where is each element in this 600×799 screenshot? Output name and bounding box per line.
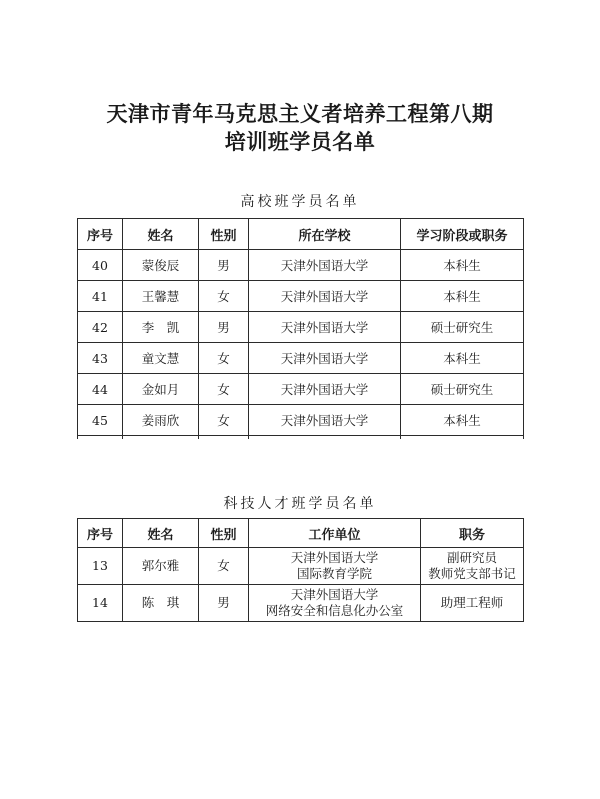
- table-row: [78, 548, 524, 585]
- cell-gender: 男: [199, 312, 249, 343]
- cell-index: 43: [78, 343, 123, 374]
- duty-line1: 副研究员: [446, 550, 497, 565]
- cell-stage: 本科生: [401, 281, 524, 312]
- table-row: [78, 585, 524, 622]
- cell-name: 金如月: [123, 374, 199, 405]
- cell-index: 41: [78, 281, 123, 312]
- cell-school: 天津外国语大学: [249, 312, 401, 343]
- cell-name: 蒙俊辰: [123, 250, 199, 281]
- cell-gender: 女: [199, 281, 249, 312]
- table-header-row: [78, 219, 524, 250]
- cell-name: 郭尔雅: [123, 548, 199, 585]
- work-unit-line1: 天津外国语大学: [290, 587, 379, 602]
- cell-school: 天津外国语大学: [249, 405, 401, 436]
- header-school: 所在学校: [249, 219, 401, 250]
- header-index: 序号: [78, 519, 123, 548]
- tech-section-title: 科技人才班学员名单: [223, 496, 377, 512]
- cell-name: 陈 琪: [123, 585, 199, 622]
- cell-index: 42: [78, 312, 123, 343]
- cell-school: 天津外国语大学: [249, 281, 401, 312]
- cell-index: 40: [78, 250, 123, 281]
- work-unit-line2: 国际教育学院: [296, 566, 372, 581]
- table-row-cut-off: [78, 436, 524, 440]
- table-row: [78, 250, 524, 281]
- cell-gender: 女: [199, 548, 249, 585]
- header-work-unit: 工作单位: [249, 519, 421, 548]
- cell-gender: 女: [199, 374, 249, 405]
- cell-index: 13: [78, 548, 123, 585]
- table-row: [78, 374, 524, 405]
- table-row: [78, 312, 524, 343]
- cell-gender: 男: [199, 585, 249, 622]
- header-name: 姓名: [123, 519, 199, 548]
- cell-index: 14: [78, 585, 123, 622]
- table-row: [78, 343, 524, 374]
- cell-name: 李 凯: [123, 312, 199, 343]
- table-row: [78, 405, 524, 436]
- cell-duty: [421, 548, 524, 585]
- cell-stage: 本科生: [401, 405, 524, 436]
- cell-name: 童文慧: [123, 343, 199, 374]
- university-roster-table: [77, 218, 524, 439]
- cell-gender: 女: [199, 343, 249, 374]
- duty-line2: 教师党支部书记: [428, 566, 516, 581]
- university-section-title: 高校班学员名单: [240, 194, 360, 210]
- cell-gender: 男: [199, 250, 249, 281]
- cell-work-unit: [249, 548, 421, 585]
- work-unit-line1: 天津外国语大学: [290, 550, 379, 565]
- cell-index: 45: [78, 405, 123, 436]
- tech-roster-table: [77, 518, 524, 622]
- page-title-line1: 天津市青年马克思主义者培养工程第八期: [106, 101, 494, 126]
- table-row: [78, 281, 524, 312]
- cell-name: 王馨慧: [123, 281, 199, 312]
- header-duty: 职务: [421, 519, 524, 548]
- cell-stage: 硕士研究生: [401, 374, 524, 405]
- cell-stage: 本科生: [401, 250, 524, 281]
- cell-stage: 本科生: [401, 343, 524, 374]
- cell-work-unit: [249, 585, 421, 622]
- header-gender: 性别: [199, 519, 249, 548]
- page-title: [0, 100, 600, 156]
- page-title-line2: 培训班学员名单: [224, 129, 376, 154]
- cell-index: 44: [78, 374, 123, 405]
- table-header-row: [78, 519, 524, 548]
- work-unit-line2: 网络安全和信息化办公室: [265, 603, 404, 618]
- cell-school: 天津外国语大学: [249, 343, 401, 374]
- header-stage: 学习阶段或职务: [401, 219, 524, 250]
- duty-line1: 助理工程师: [440, 595, 504, 610]
- cell-school: 天津外国语大学: [249, 374, 401, 405]
- cell-stage: 硕士研究生: [401, 312, 524, 343]
- cell-gender: 女: [199, 405, 249, 436]
- cell-school: 天津外国语大学: [249, 250, 401, 281]
- header-name: 姓名: [123, 219, 199, 250]
- cell-duty: [421, 585, 524, 622]
- cell-name: 姜雨欣: [123, 405, 199, 436]
- header-index: 序号: [78, 219, 123, 250]
- header-gender: 性别: [199, 219, 249, 250]
